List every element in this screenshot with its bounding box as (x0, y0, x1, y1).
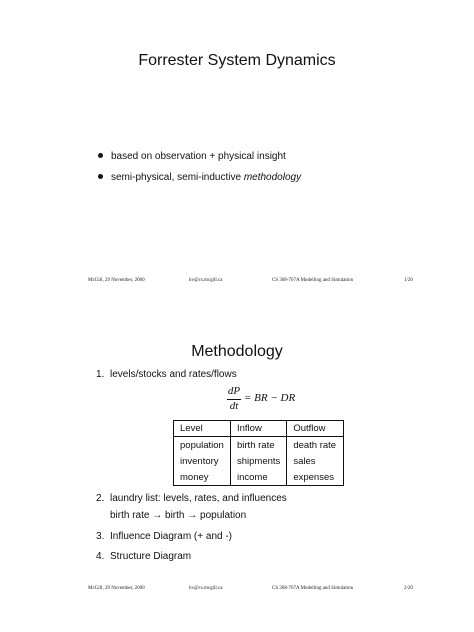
slide-1 (0, 0, 474, 300)
footer-course: CS 308-767A Modelling and Simulation (272, 278, 354, 283)
bullet-text: semi-physical, semi-inductive (111, 172, 244, 183)
slide-1-footer (0, 278, 474, 288)
bullet-item (98, 172, 301, 183)
list-number: 4. (96, 551, 105, 562)
bullet-text: based on observation + physical insight (111, 151, 286, 162)
list-number: 2. (96, 493, 105, 504)
bullet-icon (98, 153, 103, 158)
list-item (96, 531, 232, 542)
table-cell: sales (287, 453, 344, 469)
footer-date: McGill, 29 November, 2000 (88, 278, 145, 283)
list-item (96, 369, 237, 380)
equation-numerator: dP (227, 385, 241, 397)
table-header-row (174, 421, 344, 437)
equation-rhs: = BR − DR (244, 392, 296, 404)
table-cell: inventory (174, 453, 231, 469)
list-number: 3. (96, 531, 105, 542)
list-text: Influence Diagram (+ and -) (110, 531, 233, 542)
influence-chain: birth rate → birth → population (110, 510, 247, 521)
table-cell: death rate (287, 437, 344, 454)
table-header-cell: Level (174, 421, 231, 437)
list-text: Structure Diagram (110, 551, 192, 562)
equation-denominator: dt (229, 400, 239, 412)
table-row (174, 437, 344, 454)
footer-page: 1/20 (404, 278, 413, 283)
table-cell: money (174, 469, 231, 486)
slide-1-title: Forrester System Dynamics (138, 52, 336, 69)
footer-email: hv@cs.mcgill.ca (189, 586, 223, 591)
slide-2-footer (0, 586, 474, 596)
table-cell: expenses (287, 469, 344, 486)
footer-date: McGill, 29 November, 2000 (88, 586, 145, 591)
list-text: laundry list: levels, rates, and influences (110, 493, 287, 504)
table-cell: birth rate (231, 437, 287, 454)
table-row (174, 453, 344, 469)
list-item (96, 493, 287, 504)
list-text: levels/stocks and rates/flows (110, 369, 237, 380)
table-cell: income (231, 469, 287, 486)
table-cell: population (174, 437, 231, 454)
footer-course: CS 308-767A Modelling and Simulation (272, 586, 354, 591)
table-cell: shipments (231, 453, 287, 469)
table-row (174, 469, 344, 486)
bullet-icon (98, 174, 103, 179)
list-item (96, 551, 191, 562)
table-header-cell: Outflow (287, 421, 344, 437)
bullet-item (98, 151, 286, 162)
level-flow-table (173, 420, 344, 486)
slide-2-title: Methodology (191, 343, 283, 360)
table-header-cell: Inflow (231, 421, 287, 437)
footer-page: 2/20 (404, 586, 413, 591)
slide-2 (0, 316, 474, 632)
footer-email: hv@cs.mcgill.ca (189, 278, 223, 283)
bullet-emphasis: methodology (243, 172, 302, 183)
list-number: 1. (96, 369, 105, 380)
